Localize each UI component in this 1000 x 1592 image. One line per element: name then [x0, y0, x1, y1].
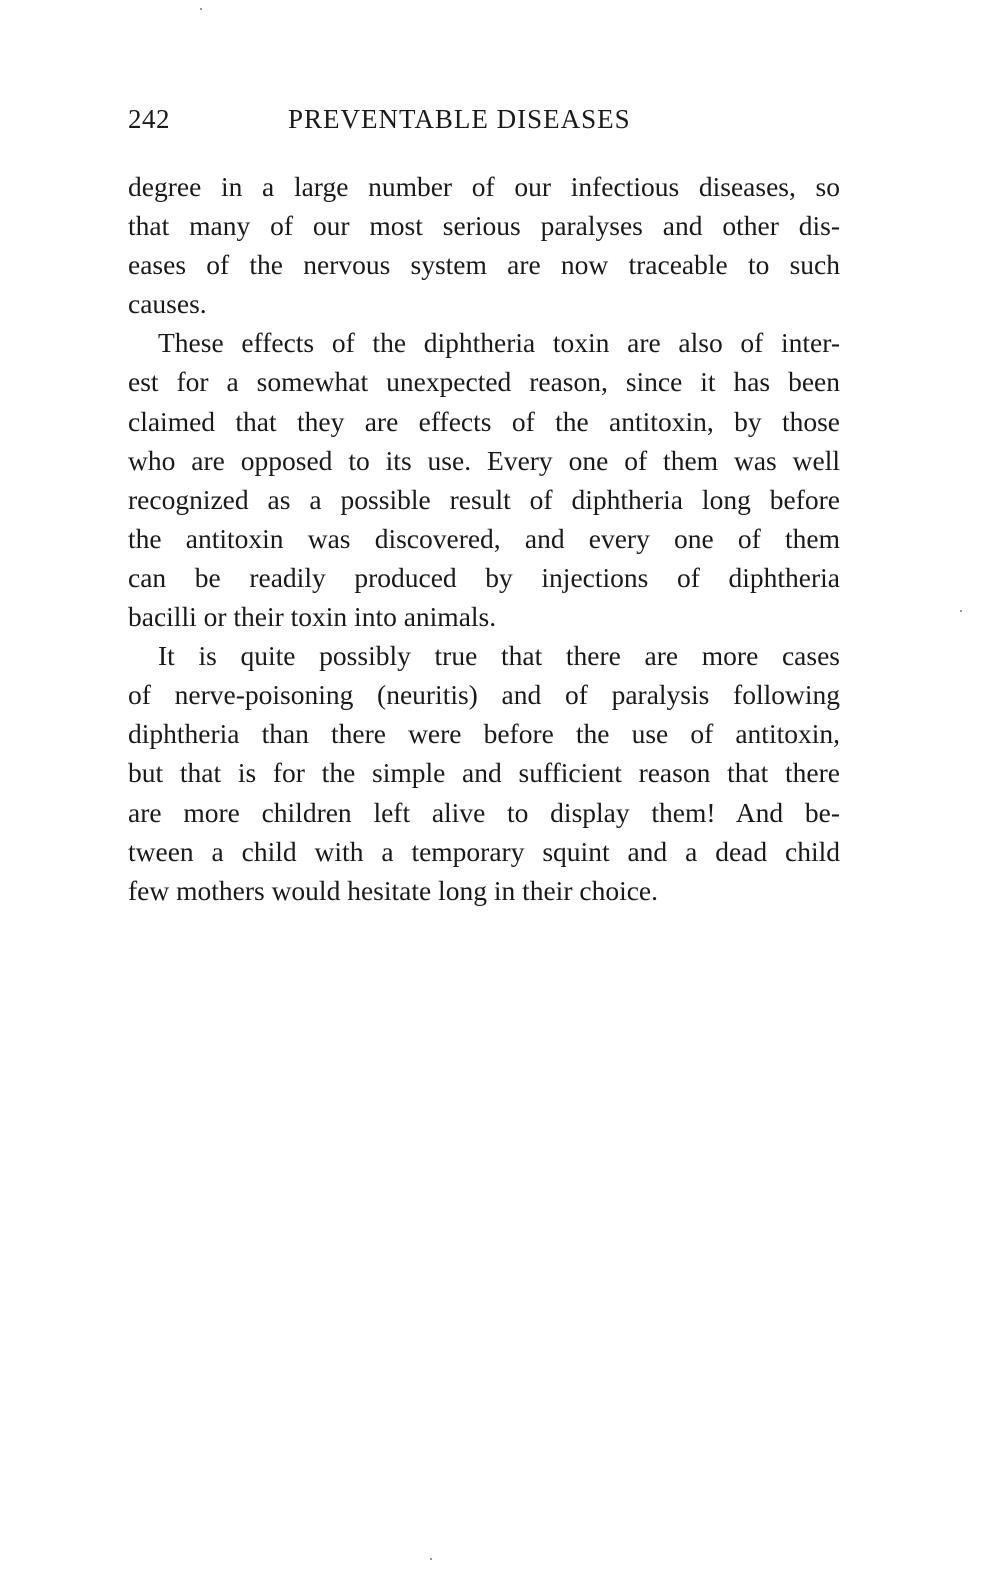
scan-speck	[960, 610, 962, 612]
body-text	[128, 167, 840, 910]
text-line: claimed that they are effects of the antitoxin, by those	[128, 405, 840, 437]
page-number: 242	[128, 104, 170, 134]
text-line: of nerve-poisoning (neuritis) and of paralysis following	[128, 679, 840, 711]
paragraph-first-line: These effects of the diphtheria toxin are also of inter-	[158, 327, 840, 359]
text-line: that many of our most serious paralyses and other dis-	[128, 210, 840, 242]
scan-speck	[200, 8, 202, 10]
text-line: but that is for the simple and sufficient reason that there	[128, 757, 840, 789]
text-line: degree in a large number of our infectious diseases, so	[128, 171, 840, 202]
text-line: are more children left alive to display them! And be-	[128, 796, 840, 828]
text-line: recognized as a possible result of diphtheria long before	[128, 483, 840, 515]
text-line: who are opposed to its use. Every one of them was well	[128, 444, 840, 476]
text-line: est for a somewhat unexpected reason, since it has been	[128, 366, 840, 398]
text-line: tween a child with a temporary squint and a dead child	[128, 835, 840, 867]
scan-speck	[430, 1558, 432, 1560]
text-line: few mothers would hesitate long in their choice.	[128, 874, 658, 906]
text-line: can be readily produced by injections of diphtheria	[128, 561, 840, 593]
text-line: diphtheria than there were before the use of antitoxin,	[128, 718, 840, 750]
text-line: eases of the nervous system are now traceable to such	[128, 249, 840, 281]
page-header	[128, 104, 840, 144]
text-line: the antitoxin was discovered, and every one of them	[128, 522, 840, 554]
text-line: causes.	[128, 288, 207, 320]
paragraph-first-line: It is quite possibly true that there are more cases	[158, 640, 840, 672]
running-head: PREVENTABLE DISEASES	[288, 104, 631, 134]
text-line: bacilli or their toxin into animals.	[128, 601, 497, 633]
